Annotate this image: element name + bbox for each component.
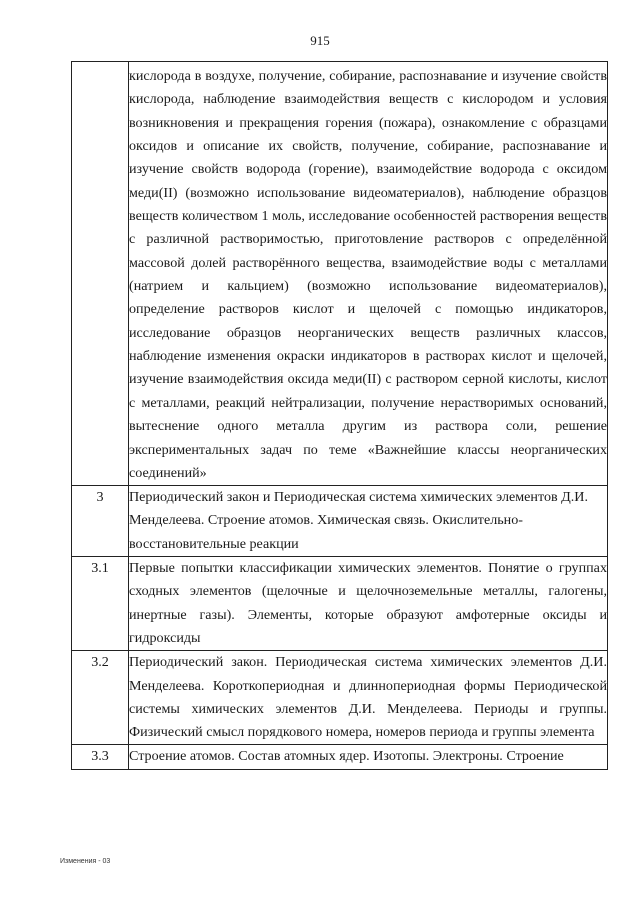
footer-note: Изменения - 03 xyxy=(60,858,111,865)
table-row xyxy=(72,745,608,769)
section-heading: Периодический закон и Периодическая система химических элементов Д.И. Менделеева. Строение атомов. Химическая связь. Окислительно-восстановительные реакции xyxy=(129,486,608,557)
table-row xyxy=(72,651,608,745)
row-number: 3.1 xyxy=(72,557,129,651)
row-number: 3.3 xyxy=(72,745,129,769)
row-content: кислорода в воздухе, получение, собирание, распознавание и изучение свойств кислорода, наблюдение взаимодействия веществ с кислородом и условия возникновения и прекращения горения (пожара), ознакомление с образцами оксидов и описание их свойств, получение, собирание, распознавание и изучение свойств водорода (горение), взаимодействие водорода с оксидом меди(II) (возможно использование видеоматериалов), наблюдение образцов веществ количеством 1 моль, исследование особенностей растворения веществ с различной растворимостью, приготовление растворов с определённой массовой долей растворённого вещества, взаимодействие воды с металлами (натрием и кальцием) (возможно использование видеоматериалов), определение растворов кислот и щелочей с помощью индикаторов, исследование образцов неорганических веществ различных классов, наблюдение изменения окраски индикаторов в растворах кислот и щелочей, изучение взаимодействия оксида меди(II) с раствором серной кислоты, кислот с металлами, реакций нейтрализации, получение нерастворимых оснований, вытеснение одного металла другим из раствора соли, решение экспериментальных задач по теме «Важнейшие классы неорганических соединений» xyxy=(129,62,608,486)
page-number: 915 xyxy=(310,33,330,48)
table-row xyxy=(72,62,608,486)
table-row xyxy=(72,486,608,557)
row-content: Периодический закон. Периодическая система химических элементов Д.И. Менделеева. Короткопериодная и длиннопериодная формы Периодической системы химических элементов Д.И. Менделеева. Периоды и группы. Физический смысл порядкового номера, номеров периода и группы элемента xyxy=(129,651,608,745)
row-number xyxy=(72,62,129,486)
row-number: 3 xyxy=(72,486,129,557)
row-content: Первые попытки классификации химических элементов. Понятие о группах сходных элементов (щелочные и щелочноземельные металлы, галогены, инертные газы). Элементы, которые образуют амфотерные оксиды и гидроксиды xyxy=(129,557,608,651)
row-number: 3.2 xyxy=(72,651,129,745)
curriculum-table xyxy=(71,61,608,770)
table-row xyxy=(72,557,608,651)
row-content: Строение атомов. Состав атомных ядер. Изотопы. Электроны. Строение xyxy=(129,745,608,769)
